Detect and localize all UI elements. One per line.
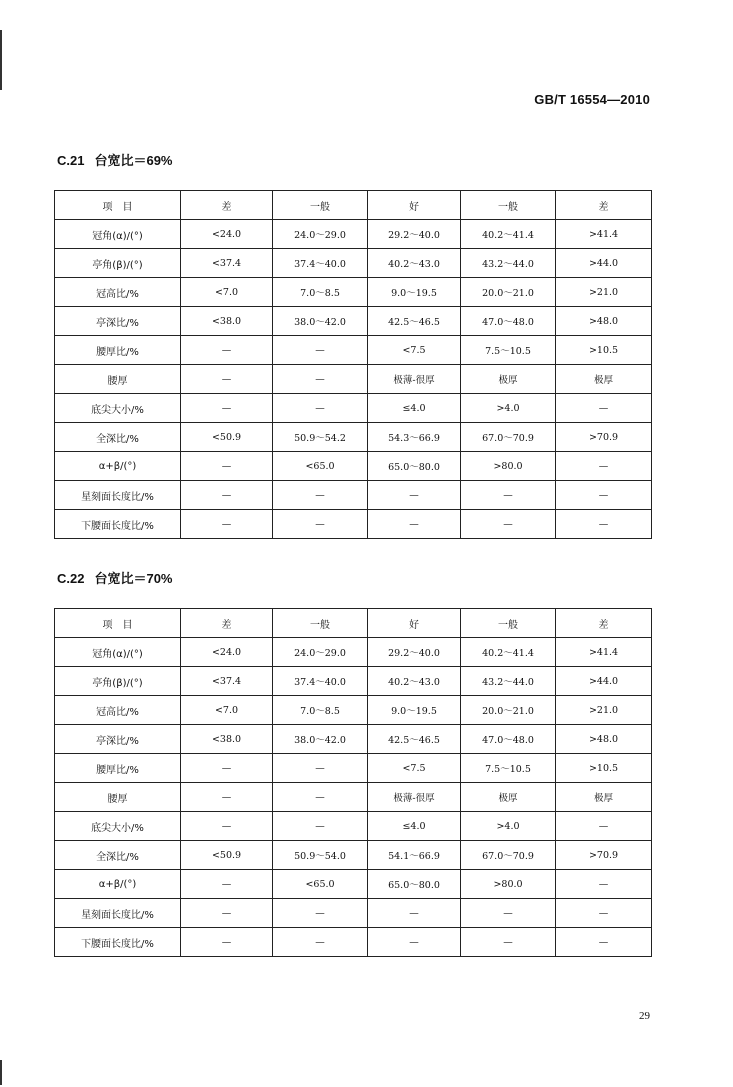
table-cell: >44.0: [556, 249, 652, 278]
table-cell: —: [461, 928, 556, 957]
table-cell: —: [556, 394, 652, 423]
table-row: [55, 394, 652, 423]
table-cell: >41.4: [556, 220, 652, 249]
table-cell: 38.0～42.0: [273, 725, 368, 754]
table-cell: —: [181, 812, 273, 841]
table-cell: —: [181, 783, 273, 812]
table-cell: 50.9～54.2: [273, 423, 368, 452]
table-cell: 29.2～40.0: [368, 220, 461, 249]
table-row: [55, 481, 652, 510]
table-cell: —: [461, 899, 556, 928]
row-label: 全深比/%: [55, 841, 181, 870]
column-header-grade: 好: [368, 191, 461, 220]
table-cell: >4.0: [461, 812, 556, 841]
table-cell: —: [368, 510, 461, 539]
table-cell: >70.9: [556, 841, 652, 870]
table-cell: 9.0～19.5: [368, 278, 461, 307]
table-cell: 43.2～44.0: [461, 667, 556, 696]
row-label: 亭角(β)/(°): [55, 667, 181, 696]
table-cell: —: [181, 336, 273, 365]
row-label: 冠高比/%: [55, 696, 181, 725]
table-cell: >4.0: [461, 394, 556, 423]
table-cell: —: [368, 899, 461, 928]
row-label: 下腰面长度比/%: [55, 510, 181, 539]
column-header-grade: 差: [181, 609, 273, 638]
table-cell: >70.9: [556, 423, 652, 452]
table-cell: —: [181, 394, 273, 423]
table-cell: —: [556, 928, 652, 957]
table-cell: 37.4～40.0: [273, 667, 368, 696]
table-cell: —: [273, 928, 368, 957]
table-cell: <7.0: [181, 696, 273, 725]
table-row: [55, 452, 652, 481]
column-header-grade: 差: [556, 191, 652, 220]
table-row: [55, 725, 652, 754]
table-cell: <7.0: [181, 278, 273, 307]
table-cell: >80.0: [461, 452, 556, 481]
table-cell: <24.0: [181, 638, 273, 667]
table-cell: —: [181, 899, 273, 928]
row-label: 亭深比/%: [55, 307, 181, 336]
table-cell: 24.0～29.0: [273, 220, 368, 249]
grading-table-c21: [54, 190, 652, 539]
table-cell: —: [556, 812, 652, 841]
table-cell: 7.5～10.5: [461, 754, 556, 783]
column-header-grade: 一般: [461, 191, 556, 220]
row-label: 底尖大小/%: [55, 812, 181, 841]
table-cell: 40.2～41.4: [461, 220, 556, 249]
table-cell: —: [556, 870, 652, 899]
table-cell: <7.5: [368, 754, 461, 783]
table-cell: <24.0: [181, 220, 273, 249]
table-row: [55, 841, 652, 870]
table-cell: 7.0～8.5: [273, 278, 368, 307]
table-row: [55, 307, 652, 336]
table-cell: —: [181, 754, 273, 783]
column-header-grade: 一般: [273, 191, 368, 220]
table-cell: 42.5～46.5: [368, 307, 461, 336]
table-cell: >41.4: [556, 638, 652, 667]
table-row: [55, 899, 652, 928]
table-cell: 42.5～46.5: [368, 725, 461, 754]
table-cell: 37.4～40.0: [273, 249, 368, 278]
table-cell: —: [273, 812, 368, 841]
row-label: 腰厚比/%: [55, 754, 181, 783]
table-cell: —: [556, 481, 652, 510]
row-label: 下腰面长度比/%: [55, 928, 181, 957]
table-cell: 67.0～70.9: [461, 423, 556, 452]
table-cell: 47.0～48.0: [461, 307, 556, 336]
table-cell: <7.5: [368, 336, 461, 365]
table-cell: 65.0～80.0: [368, 870, 461, 899]
table-row: [55, 754, 652, 783]
table-cell: —: [556, 452, 652, 481]
table-row: [55, 812, 652, 841]
table-cell: —: [556, 899, 652, 928]
table-cell: <37.4: [181, 249, 273, 278]
table-cell: —: [273, 365, 368, 394]
row-label: 冠角(α)/(°): [55, 220, 181, 249]
table-cell: 43.2～44.0: [461, 249, 556, 278]
section-number: C.21: [57, 153, 85, 168]
row-label: 全深比/%: [55, 423, 181, 452]
grading-table-c22: [54, 608, 652, 957]
table-cell: —: [273, 510, 368, 539]
row-label: 星刻面长度比/%: [55, 899, 181, 928]
table-row: [55, 249, 652, 278]
row-label: α+β/(°): [55, 870, 181, 899]
table-cell: —: [273, 899, 368, 928]
column-header-item: 项 目: [55, 191, 181, 220]
table-cell: >48.0: [556, 725, 652, 754]
table-cell: >44.0: [556, 667, 652, 696]
table-cell: >21.0: [556, 278, 652, 307]
row-label: 冠高比/%: [55, 278, 181, 307]
table-cell: 9.0～19.5: [368, 696, 461, 725]
table-cell: 极厚: [556, 365, 652, 394]
column-header-grade: 差: [181, 191, 273, 220]
table-cell: 54.3～66.9: [368, 423, 461, 452]
table-cell: <65.0: [273, 452, 368, 481]
row-label: 腰厚比/%: [55, 336, 181, 365]
table-cell: 7.0～8.5: [273, 696, 368, 725]
table-cell: —: [368, 481, 461, 510]
table-row: [55, 696, 652, 725]
table-cell: —: [181, 928, 273, 957]
table-cell: 29.2～40.0: [368, 638, 461, 667]
table-cell: —: [181, 365, 273, 394]
row-label: 腰厚: [55, 783, 181, 812]
table-cell: —: [273, 783, 368, 812]
section-heading: 台宽比＝69%: [94, 153, 173, 168]
table-cell: >80.0: [461, 870, 556, 899]
row-label: 亭角(β)/(°): [55, 249, 181, 278]
row-label: 星刻面长度比/%: [55, 481, 181, 510]
table-cell: 极厚: [461, 365, 556, 394]
table-cell: —: [556, 510, 652, 539]
table-cell: —: [273, 481, 368, 510]
table-cell: —: [461, 510, 556, 539]
table-cell: —: [273, 754, 368, 783]
column-header-grade: 好: [368, 609, 461, 638]
standard-code: GB/T 16554—2010: [534, 92, 650, 107]
table-row: [55, 783, 652, 812]
table-cell: 极薄-很厚: [368, 783, 461, 812]
table-row: [55, 667, 652, 696]
table-row: [55, 870, 652, 899]
table-row: [55, 220, 652, 249]
table-cell: —: [273, 394, 368, 423]
table-cell: 54.1～66.9: [368, 841, 461, 870]
table-cell: 20.0～21.0: [461, 278, 556, 307]
table-row: [55, 510, 652, 539]
table-cell: >48.0: [556, 307, 652, 336]
column-header-grade: 一般: [273, 609, 368, 638]
table-cell: <65.0: [273, 870, 368, 899]
column-header-item: 项 目: [55, 609, 181, 638]
scan-edge-mark: [0, 1060, 2, 1085]
column-header-grade: 一般: [461, 609, 556, 638]
table-cell: >21.0: [556, 696, 652, 725]
section-title-c22: [57, 568, 173, 587]
table-cell: <37.4: [181, 667, 273, 696]
table-cell: ≤4.0: [368, 812, 461, 841]
table-cell: 40.2～43.0: [368, 667, 461, 696]
table-cell: 38.0～42.0: [273, 307, 368, 336]
row-label: 冠角(α)/(°): [55, 638, 181, 667]
table-header-row: [55, 609, 652, 638]
table-cell: —: [181, 481, 273, 510]
table-cell: 40.2～43.0: [368, 249, 461, 278]
table-row: [55, 365, 652, 394]
column-header-grade: 差: [556, 609, 652, 638]
table-row: [55, 638, 652, 667]
table-row: [55, 336, 652, 365]
table-cell: —: [181, 452, 273, 481]
section-number: C.22: [57, 571, 85, 586]
table-cell: 极厚: [461, 783, 556, 812]
table-cell: 7.5～10.5: [461, 336, 556, 365]
row-label: α+β/(°): [55, 452, 181, 481]
row-label: 底尖大小/%: [55, 394, 181, 423]
section-heading: 台宽比＝70%: [94, 571, 173, 586]
scan-edge-mark: [0, 30, 2, 90]
table-cell: 20.0～21.0: [461, 696, 556, 725]
table-cell: <38.0: [181, 307, 273, 336]
table-cell: 50.9～54.0: [273, 841, 368, 870]
row-label: 腰厚: [55, 365, 181, 394]
table-cell: <50.9: [181, 423, 273, 452]
section-title-c21: [57, 150, 173, 169]
table-cell: —: [181, 510, 273, 539]
table-row: [55, 278, 652, 307]
table-cell: 40.2～41.4: [461, 638, 556, 667]
table-cell: >10.5: [556, 336, 652, 365]
table-cell: >10.5: [556, 754, 652, 783]
table-header-row: [55, 191, 652, 220]
table-cell: ≤4.0: [368, 394, 461, 423]
table-cell: —: [273, 336, 368, 365]
table-cell: 67.0～70.9: [461, 841, 556, 870]
table-cell: —: [461, 481, 556, 510]
table-cell: —: [368, 928, 461, 957]
table-cell: 47.0～48.0: [461, 725, 556, 754]
table-cell: 24.0～29.0: [273, 638, 368, 667]
table-row: [55, 423, 652, 452]
table-cell: —: [181, 870, 273, 899]
table-cell: <50.9: [181, 841, 273, 870]
table-row: [55, 928, 652, 957]
table-cell: 65.0～80.0: [368, 452, 461, 481]
row-label: 亭深比/%: [55, 725, 181, 754]
page-number: 29: [639, 1010, 650, 1022]
table-cell: 极薄-很厚: [368, 365, 461, 394]
table-cell: <38.0: [181, 725, 273, 754]
table-cell: 极厚: [556, 783, 652, 812]
